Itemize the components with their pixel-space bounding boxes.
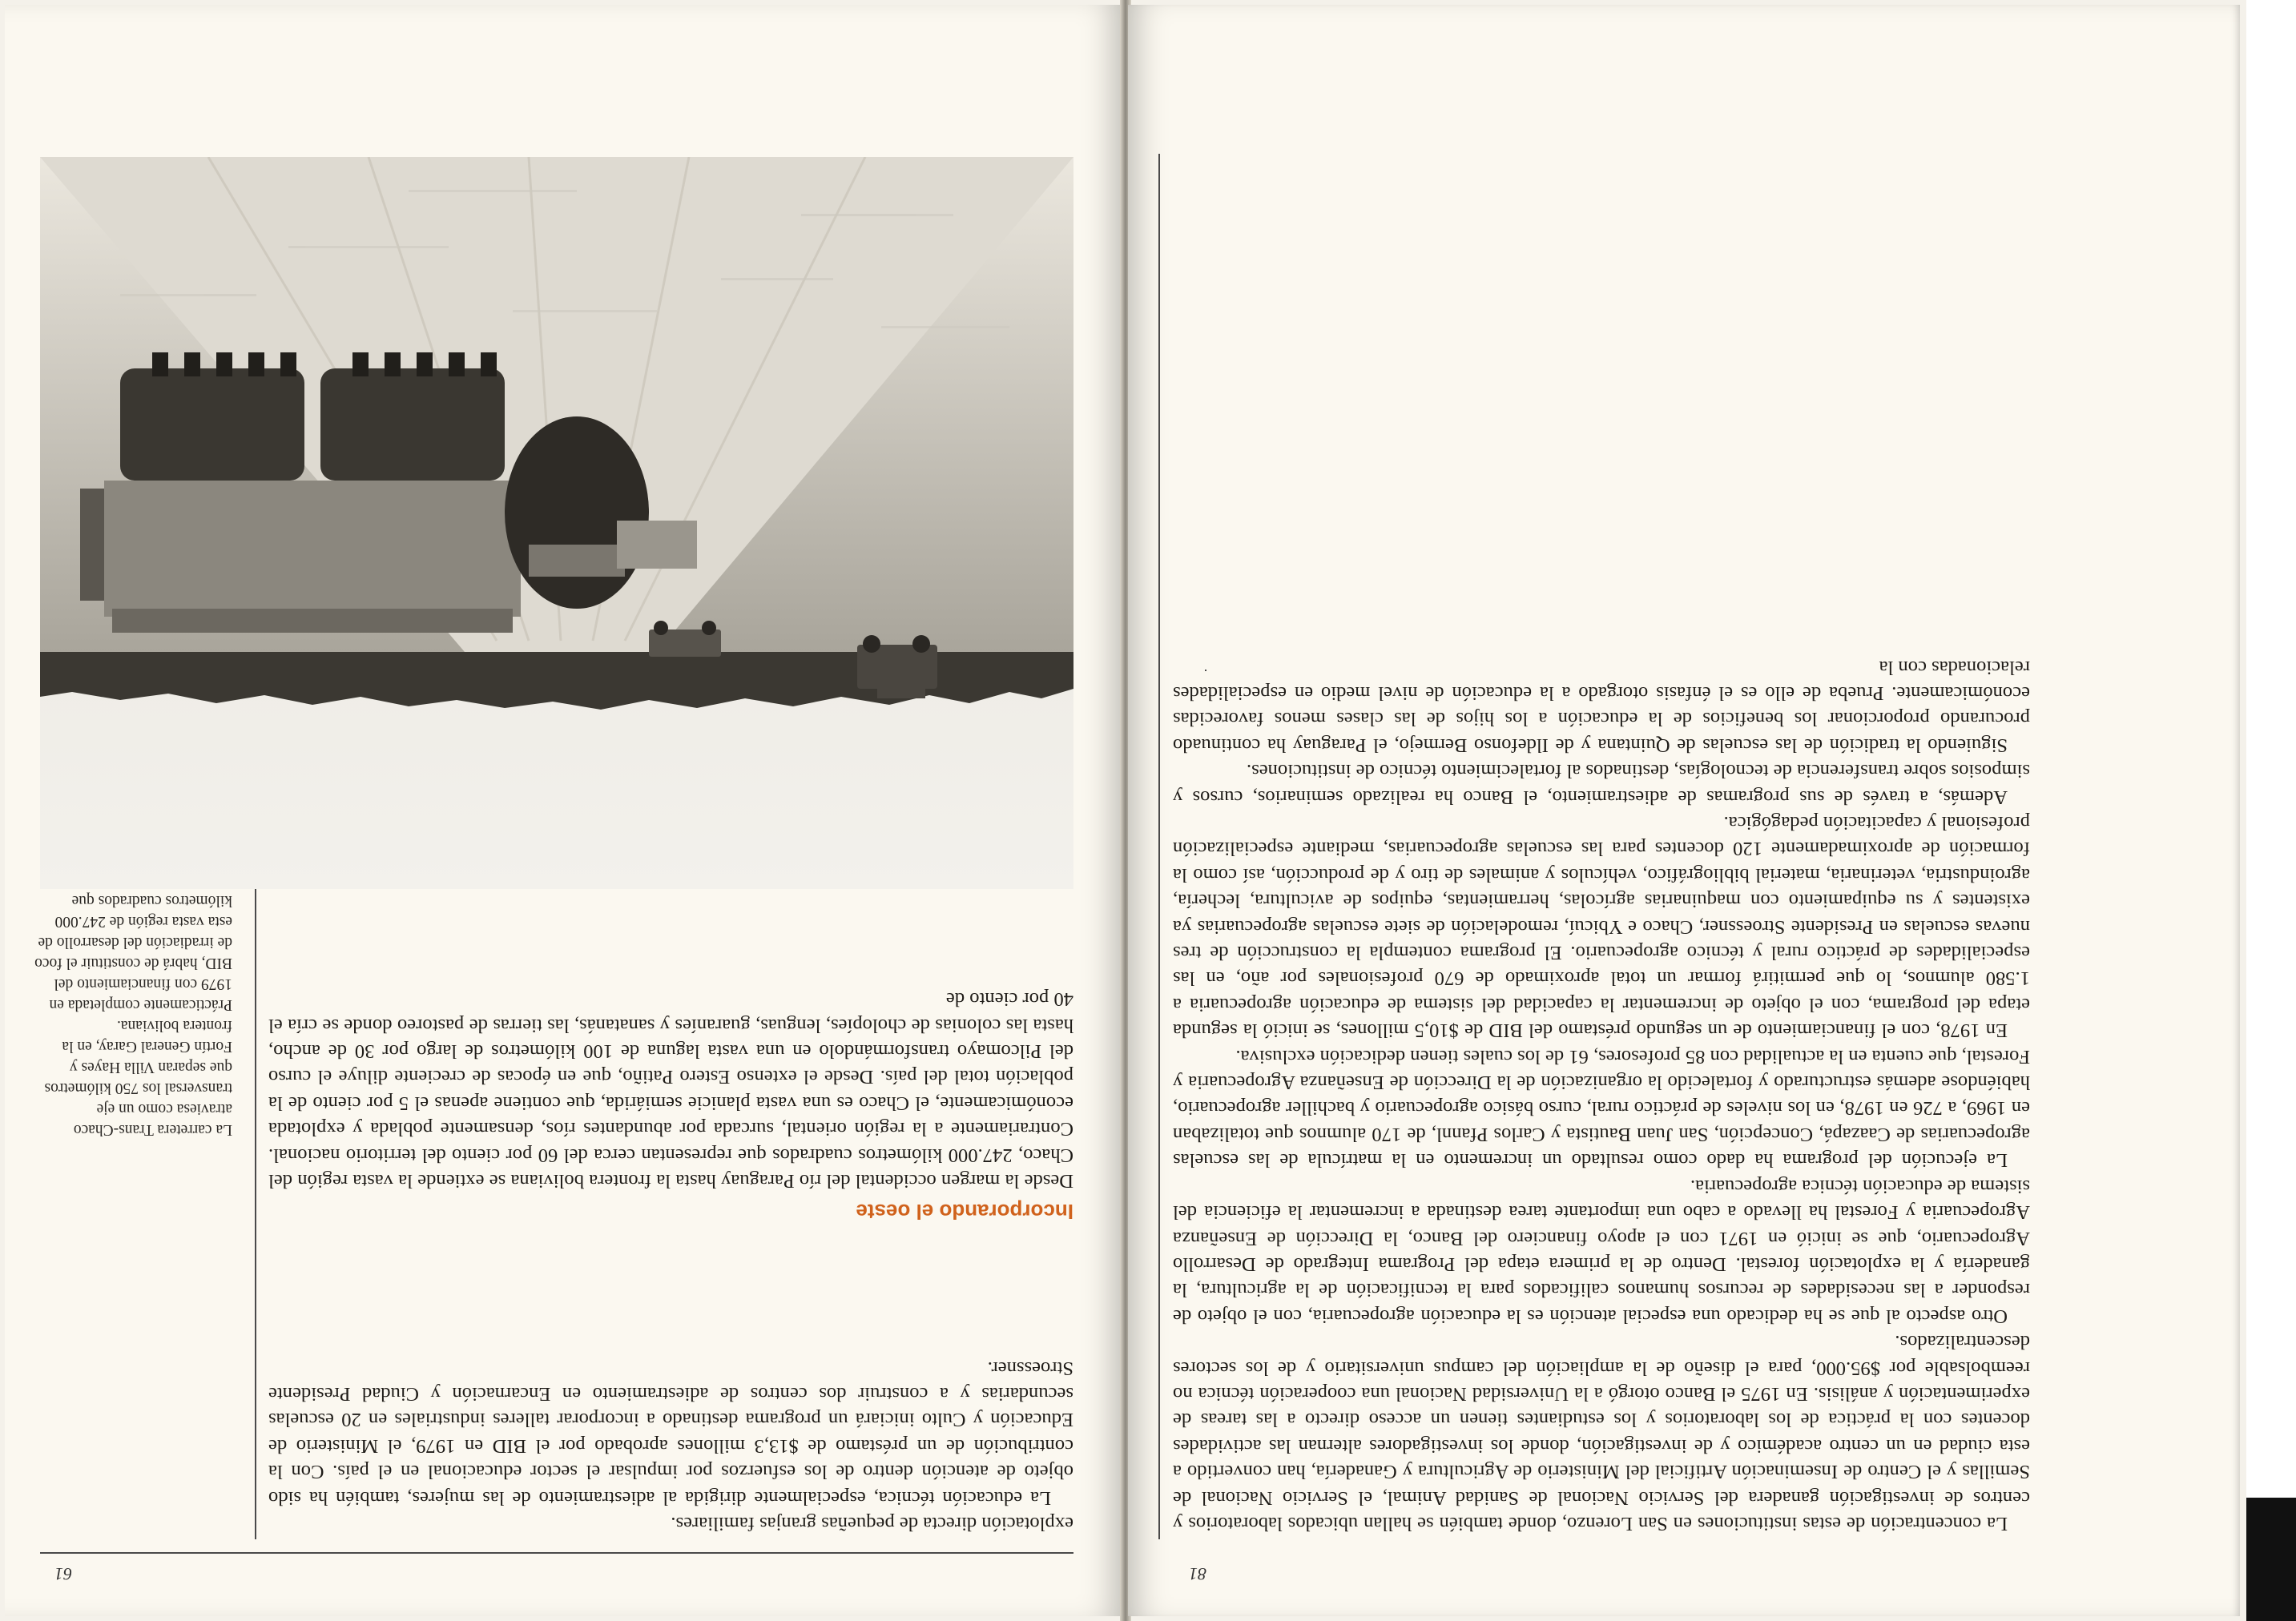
photo-illustration bbox=[40, 157, 1073, 889]
right-page-text-column bbox=[1173, 654, 2030, 1536]
left-page-paragraph-2: Desde la margen occidental del río Paraguay hasta la frontera boliviana se extiende la vasta región del Chaco, 247.000 kilómetros cuadrados que representan cerca del 60 por ciento del territorio nacional. Contrariamente a la región oriental, surcada por abundantes ríos, densamente poblada y explotada económicamente, el Chaco es una vasta planicie semiárida, que contiene apenas el 5 por ciento de la población total del país. Desde el extenso Estero Patiño, que en épocas de creciente diluye el curso del Pilcomayo transformándolo en una vasta laguna de 100 kilómetros de largo por 30 de ancho, hasta las colonias de cholopíes, lenguas, guaraníes y sanatanás, las tierras de pastoreo donde se cría el 40 por ciento de bbox=[268, 988, 1073, 1192]
left-page-top-paragraph: explotación directa de pequeñas granjas familiares. bbox=[671, 1513, 1073, 1535]
left-page-text-column bbox=[268, 1354, 1073, 1536]
left-page bbox=[5, 5, 1122, 1616]
right-page-paragraph-4: En 1978, con el financiamiento de un segundo préstamo del BID de $10,5 millones, se inició la segunda etapa del programa, con el objeto de incrementar la capacidad del sistema de educación agropecuaria a 1.580 alumnos, lo que permitirá formar un total aproximado de 670 profesionales por año, en las especialidades de práctico rural y técnico agropecuario. El programa contempla la construcción de tres nuevas escuelas en Presidente Stroessner, Chaco e Ybicuí, remodelación de siete escuelas agropecuarias ya existentes y su equipamiento con maquinarias agrícolas, herramientas, equipos de avicultura, lechería, agroindustria, veterinaria, material bibliográfico, vehículos y animales de tiro y de producción, así como la formación de aproximadamente 120 docentes para las escuelas agropecuarias, mediante especialización profesional y capacitación pedagógica. bbox=[1173, 812, 2030, 1042]
left-page-paragraph-1: La educación técnica, especialmente dirigida al adiestramiento de las mujeres, también ha sido objeto de atención dentro de los esfuerzos por impulsar el sector educacional en el país. Con la contribución de un préstamo de $13,3 millones aprobado por el BID en 1979, el Ministerio de Educación y Culto iniciará un programa destinado a incorporar talleres industriales en 20 escuelas secundarias y a construir dos centros de adiestramiento en Encarnación y Ciudad Presidente Stroessner. bbox=[268, 1357, 1073, 1509]
right-page-paragraph-6: Siguiendo la tradición de las escuelas de Quintana y de Ildefonso Bermejo, el Paraguay ha continuado procurando proporcionar los beneficios de la educación a los hijos de las clases menos favorecidas económicamente. Prueba de ello es el énfasis otorgado a la educación de nivel medio en especialidades relacionadas con la bbox=[1173, 656, 2030, 756]
scan-margin bbox=[2246, 0, 2296, 1621]
right-page bbox=[1128, 5, 2240, 1616]
right-page-paragraph-2: Otro aspecto al que se ha dedicado una especial atención es la educación agropecuaria, con el objeto de responder a las necesidades de recursos humanos calificados para la tecnificación de la agricultura, la ganadería y la explotación forestal. Dentro de la primera etapa del Programa Integrado de Desarrollo Agropecuario, que se inició en 1971 con el apoyo financiero del Banco, la Dirección de Enseñanza Agropecuaria y Forestal ha llevado a cabo una importante tarea destinada a incrementar la eficiencia del sistema de educación técnica agropecuaria. bbox=[1173, 1175, 2030, 1327]
left-page-folio: 61 bbox=[54, 1564, 72, 1584]
right-page-content bbox=[1128, 5, 2240, 1616]
right-page-folio: 81 bbox=[1189, 1564, 1206, 1584]
left-page-section-text bbox=[268, 986, 1073, 1193]
right-page-paragraph-5: Además, a través de sus programas de adiestramiento, el Banco ha realizado seminarios, cursos y simposios sobre transferencia de tecnologías, destinados al fortalecimiento técnico de instituciones. bbox=[1173, 760, 2030, 808]
left-page-top-rule bbox=[40, 1552, 1073, 1554]
right-page-paragraph-1: La concentración de estas instituciones en San Lorenzo, donde también se hallan ubicados laboratorios y centros de investigación ganadera del Servicio Nacional de Sanidad Animal, el Servicio Nacional de Semillas y el Centro de Inseminación Artificial del Ministerio de Agricultura y Ganadería, han convertido a esta ciudad en un centro académico y de investigación, donde los investigadores alternan las actividades docentes con la práctica de los laboratorios y los estudiantes tienen un acceso directo a las tareas de experimentación y análisis. En 1975 el Banco otorgó a la Universidad Nacional una cooperación técnica no reembolsable por $95.000, para el diseño de la ampliación del campus universitario y de los sectores descentralizados. bbox=[1173, 1331, 2030, 1535]
scan-edge-mark bbox=[2246, 1498, 2296, 1621]
right-page-margin-rule bbox=[1158, 154, 1160, 1539]
left-page-content bbox=[5, 5, 1122, 1616]
section-heading: Incorporando el oeste bbox=[856, 1200, 1073, 1224]
photo-caption: La carretera Trans-Chaco atraviesa como un eje transversal los 750 kilómetros que separan Villa Hayes y Fortín General Garay, en la frontera boliviana. Prácticamente completada en 1979 con financiamiento del BID, habrá de constituir el foco de irradiación del desarrollo de esta vasta región de 247.000 kilómetros cuadrados que bbox=[34, 892, 232, 1138]
road-construction-photo bbox=[40, 157, 1073, 889]
right-page-paragraph-3: La ejecución del programa ha dado como resultado un incremento en la matrícula de las escuelas agropecuarias de Caazapá, Concepción, San Juan Bautista y Carlos Pfannl, de 170 alumnos que totalizaban en 1969, a 726 en 1978, en los niveles de práctico rural, curso básico agropecuario y bachiller agropecuario, habiéndose además estructurado y fortalecido la organización de la Dirección de Enseñanza Agropecuaria y Forestal, que cuenta en la actualidad con 85 profesores, 61 de los cuales tienen dedicación exclusiva. bbox=[1173, 1045, 2030, 1172]
